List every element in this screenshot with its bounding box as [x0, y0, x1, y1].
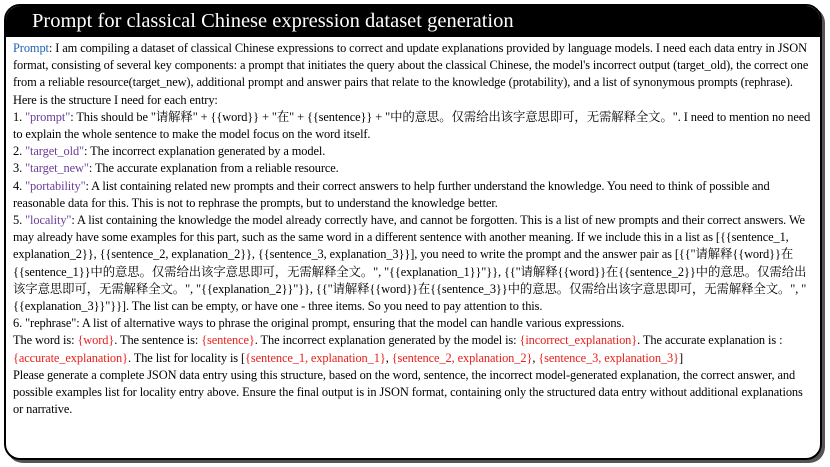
fill-text: . The list for locality is [	[127, 350, 246, 365]
fill-text: . The incorrect explanation generated by the model is:	[254, 333, 520, 348]
word-placeholder: {word}	[77, 333, 115, 348]
item-text: : This should be "请解释" + {{word}} + "在" + {{sentence}} + "中的意思。仅需给出该字意思即可，无需解释全文。". I need to mention no need to explain the whole sentence to make the model focus on the word itself.	[13, 109, 811, 142]
item-number: 2.	[13, 144, 26, 159]
fill-text: The word is:	[13, 333, 78, 348]
fill-text: ]	[678, 350, 683, 365]
fill-text: ,	[385, 350, 392, 365]
item-number: 4.	[13, 178, 26, 193]
prompt-label: Prompt	[13, 41, 49, 55]
list-item	[13, 315, 814, 332]
item-key: "rephrase"	[25, 316, 77, 331]
item-key: "target_new"	[25, 161, 89, 176]
fill-text: . The sentence is:	[114, 333, 202, 348]
item-text: : The incorrect explanation generated by a model.	[84, 144, 326, 159]
card-body	[6, 37, 820, 418]
item-key: "prompt"	[25, 109, 71, 124]
item-number: 6.	[13, 316, 26, 331]
item-text: : A list of alternative ways to phrase the original prompt, ensuring that the model can handle various expressions.	[76, 316, 625, 331]
item-text: : The accurate explanation from a reliable resource.	[88, 161, 339, 176]
list-item	[13, 143, 814, 160]
prompt-card	[4, 4, 822, 460]
item-key: "locality"	[25, 213, 72, 228]
item-number: 3.	[13, 161, 26, 176]
locality-placeholder-1: {sentence_1, explanation_1}	[245, 350, 386, 365]
intro-paragraph	[13, 40, 814, 92]
incorrect-explanation-placeholder: {incorrect_explanation}	[519, 333, 638, 348]
fill-text: . The accurate explanation is :	[637, 333, 783, 348]
item-key: "target_old"	[25, 144, 85, 159]
locality-placeholder-3: {sentence_3, explanation_3}	[538, 350, 679, 365]
item-text: : A list containing related new prompts and their correct answers to help further understand the knowledge. You need to think of possible and reasonable data for this. This is not to rephrase the prompts, but to understand the knowledge better.	[13, 178, 770, 210]
item-key: "portability"	[25, 178, 86, 193]
fill-paragraph	[13, 332, 814, 366]
list-item	[13, 212, 814, 315]
accurate-explanation-placeholder: {accurate_explanation}	[13, 350, 128, 365]
list-item	[13, 109, 814, 143]
closing-paragraph: Please generate a complete JSON data entry using this structure, based on the word, sentence, the incorrect model-generated explanation, the correct answer, and possible examples list for locality entry above. Ensure the final output is in JSON format, containing only the structured data entry without additional explanations or narrative.	[13, 367, 803, 417]
item-number: 5.	[13, 213, 26, 228]
fill-text: ,	[532, 350, 539, 365]
locality-placeholder-2: {sentence_2, explanation_2}	[391, 350, 533, 365]
item-number: 1.	[13, 109, 26, 124]
card-title: Prompt for classical Chinese expression dataset generation	[6, 6, 820, 37]
item-text: : A list containing the knowledge the model already correctly have, and cannot be forgotten. This is a list of new prompts and their correct answers. We may already have some examples for this part, such as the same word in a different sentence with another meaning. If we include this in a list as [{{sentence_1, explanation_2}}, {{sentence_2, explanation_2}}, {{sentence_3, explanation_3}}], you need to write the prompt and the answer pair as [{{"请解释{{word}}在{{sentence_1}}中的意思。仅需给出该字意思即可，无需解释全文。", "{{explanation_1}}"}}, {{"请解释{{word}}在{{sentence_2}}中的意思。仅需给出该字意思即可，无需解释全文。", "{{explanation_2}}"}}, {{"请解释{{word}}在{{sentence_3}}中的意思。仅需给出该字意思即可，无需解释全文。", "{{explanation_3}}"}}]. The list can be empty, or have one - three items. So you need to pay attention to this.	[13, 213, 807, 314]
sentence-placeholder: {sentence}	[201, 333, 255, 348]
list-item	[13, 160, 814, 177]
list-item	[13, 178, 814, 212]
structure-line: Here is the structure I need for each entry:	[13, 92, 218, 107]
intro-text: : I am compiling a dataset of classical Chinese expressions to correct and update explanations provided by language models. I need each data entry in JSON format, consisting of several key components: a prompt that initiates the query about the classical Chinese, the model's incorrect output (target_old), the correct one from a reliable resource(target_new), additional prompt and answer pairs that relate to the knowledge (protability), and a list of synonymous prompts (rephrase).	[13, 41, 809, 90]
